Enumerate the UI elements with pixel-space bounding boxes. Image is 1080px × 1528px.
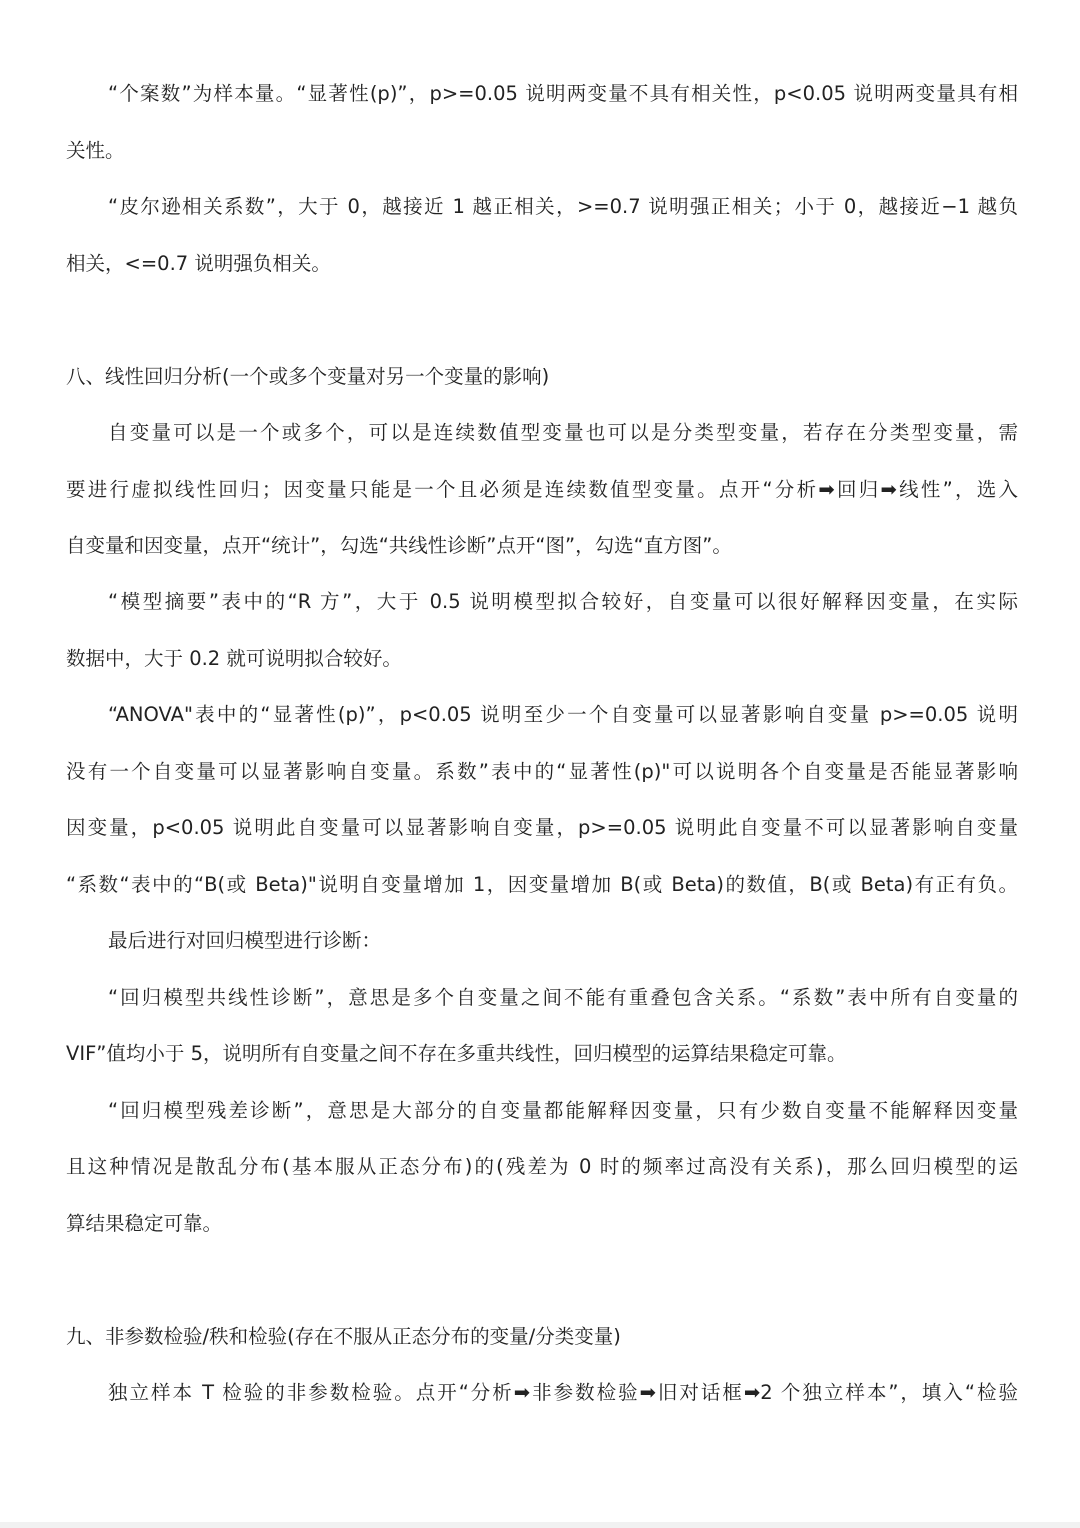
paragraph-line: “ANOVA"表中的“显著性(p)”，p<0.05 说明至少一个自变量可以显著影响自变量 p>=0.05 说明 xyxy=(108,703,1018,726)
paragraph-line: 关性。 xyxy=(66,139,125,162)
paragraph-line: 自变量可以是一个或多个，可以是连续数值型变量也可以是分类型变量，若存在分类型变量，需 xyxy=(108,421,1018,444)
paragraph-line: 没有一个自变量可以显著影响自变量。系数”表中的“显著性(p)"可以说明各个自变量是否能显著影响 xyxy=(66,760,1018,783)
paragraph-line: “回归模型共线性诊断”，意思是多个自变量之间不能有重叠包含关系。“系数”表中所有自变量的 xyxy=(108,986,1018,1009)
paragraph-line: “皮尔逊相关系数”，大于 0，越接近 1 越正相关，>=0.7 说明强正相关；小于 0，越接近−1 越负 xyxy=(108,195,1018,218)
paragraph-line: 要进行虚拟线性回归；因变量只能是一个且必须是连续数值型变量。点开“分析➡回归➡线性”，选入 xyxy=(66,478,1018,501)
paragraph-line: 相关，<=0.7 说明强负相关。 xyxy=(66,252,331,275)
section-heading: 八、线性回归分析(一个或多个变量对另一个变量的影响) xyxy=(66,365,550,388)
page-bottom-divider xyxy=(0,1522,1080,1528)
paragraph-line: “回归模型残差诊断”，意思是大部分的自变量都能解释因变量，只有少数自变量不能解释因变量 xyxy=(108,1099,1018,1122)
paragraph-line: 最后进行对回归模型进行诊断： xyxy=(108,929,382,952)
section-heading: 九、非参数检验/秩和检验(存在不服从正态分布的变量/分类变量) xyxy=(66,1325,621,1348)
paragraph-line: “系数“表中的“B(或 Beta)"说明自变量增加 1，因变量增加 B(或 Beta)的数值，B(或 Beta)有正有负。 xyxy=(66,873,1018,896)
paragraph-line: 因变量，p<0.05 说明此自变量可以显著影响自变量，p>=0.05 说明此自变量不可以显著影响自变量 xyxy=(66,816,1018,839)
paragraph-line: VIF”值均小于 5，说明所有自变量之间不存在多重共线性，回归模型的运算结果稳定可靠。 xyxy=(66,1042,847,1065)
paragraph-line: 算结果稳定可靠。 xyxy=(66,1212,223,1235)
paragraph-line: 独立样本 T 检验的非参数检验。点开“分析➡非参数检验➡旧对话框➡2 个独立样本”，填入“检验 xyxy=(108,1381,1018,1404)
paragraph-line: “模型摘要”表中的“R 方”，大于 0.5 说明模型拟合较好，自变量可以很好解释因变量，在实际 xyxy=(108,590,1018,613)
paragraph-line: 自变量和因变量，点开“统计”，勾选“共线性诊断”点开“图”，勾选“直方图”。 xyxy=(66,534,732,557)
paragraph-line: “个案数”为样本量。“显著性(p)”，p>=0.05 说明两变量不具有相关性，p<0.05 说明两变量具有相 xyxy=(108,82,1018,105)
paragraph-line: 数据中，大于 0.2 就可说明拟合较好。 xyxy=(66,647,402,670)
paragraph-line: 且这种情况是散乱分布(基本服从正态分布)的(残差为 0 时的频率过高没有关系)，那么回归模型的运 xyxy=(66,1155,1018,1178)
